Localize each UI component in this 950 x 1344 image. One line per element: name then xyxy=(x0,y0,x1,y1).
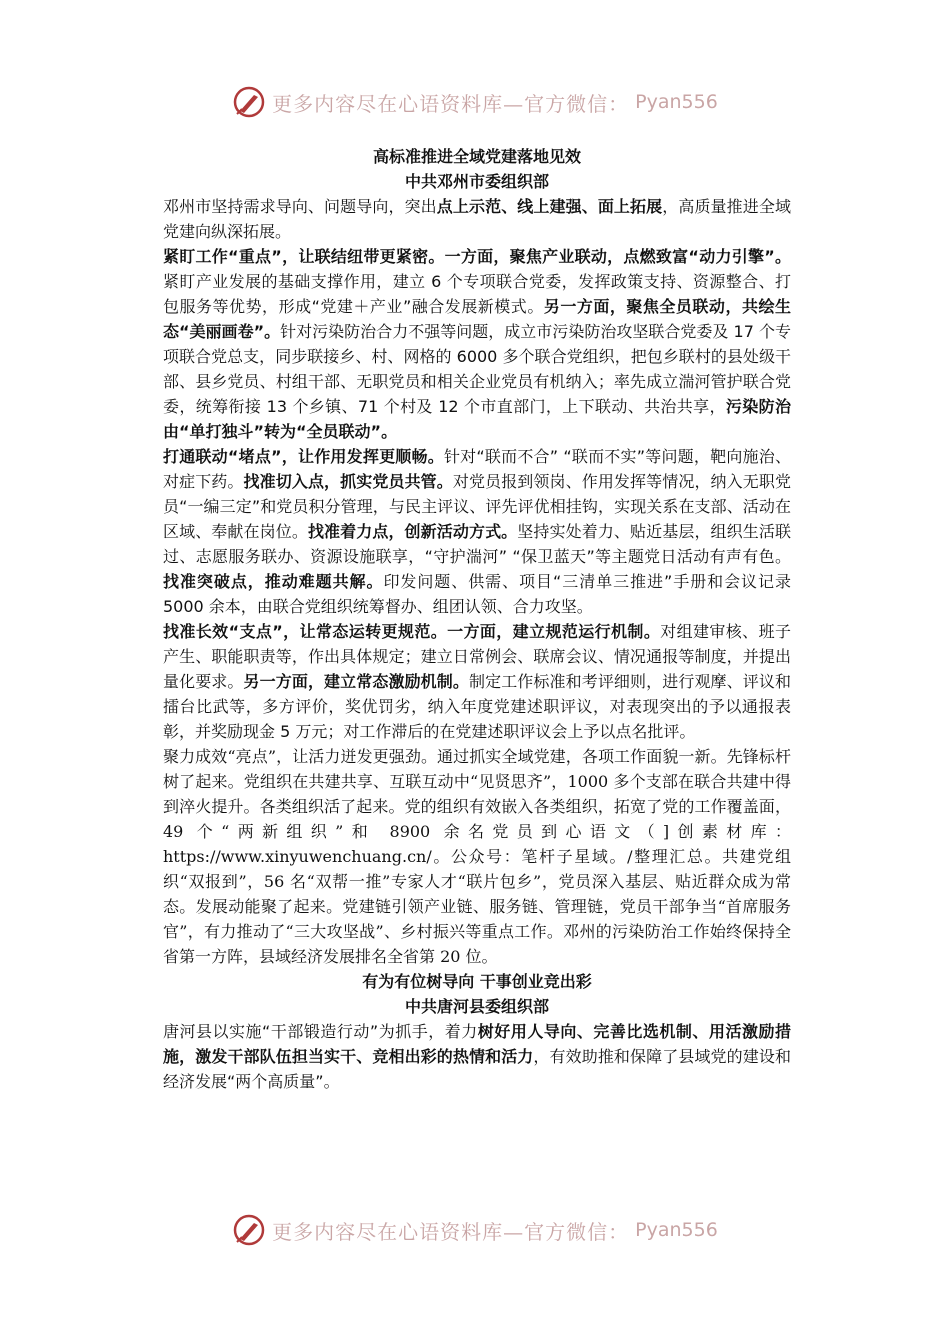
section2-title: 有为有位树导向 干事创业竞出彩 xyxy=(362,972,592,991)
text-run: 对组建审核、班子产生、职能职责等，作出具体规定；建立日常例会、联席会议、情况通报等制度，并提出量化要求。 xyxy=(163,622,791,691)
text-run: 坚持实处着力、贴近基层，组织生活联过、志愿服务联办、资源设施联享，“守护湍河” “保卫蓝天”等主题党日活动有声有色。 xyxy=(163,522,791,566)
bold-run: 找准突破点，推动难题共解。 xyxy=(163,572,384,591)
watermark-id: Pyan556 xyxy=(635,91,718,113)
watermark-text: 更多内容尽在心语资料库—官方微信： xyxy=(272,91,630,116)
section1-paragraph-3 xyxy=(163,619,791,744)
watermark-text: 更多内容尽在心语资料库—官方微信： xyxy=(272,1219,630,1244)
section1-paragraph-2 xyxy=(163,444,791,619)
text-run: 邓州市坚持需求导向、问题导向，突出 xyxy=(163,197,437,216)
text-run: 紧盯产业发展的基础支撑作用，建立 6 个专项联合党委，发挥政策支持、资源整合、打包服务等优势，形成“党建＋产业”融合发展新模式。 xyxy=(163,272,791,316)
bold-run: 污染防治由“单打独斗”转为“全员联动”。 xyxy=(163,397,791,441)
document-body xyxy=(163,144,791,1094)
section2-author: 中共唐河县委组织部 xyxy=(404,997,549,1016)
text-run: 针对“联而不合” “联而不实”等问题，靶向施治、对症下药。 xyxy=(163,447,791,491)
section1-title: 高标准推进全域党建落地见效 xyxy=(372,147,581,166)
bold-run: 另一方面，聚焦全员联动，共绘生态“美丽画卷”。 xyxy=(163,297,791,341)
watermark-banner-bottom xyxy=(0,1210,950,1250)
watermark-id: Pyan556 xyxy=(635,1219,718,1241)
section2-intro xyxy=(163,1019,791,1094)
bold-run: 找准切入点，抓实党员共管。 xyxy=(243,472,453,491)
text-run: ，高质量推进全域党建向纵深拓展。 xyxy=(163,197,791,241)
watermark-banner-top xyxy=(0,82,950,122)
bold-run: 打通联动“堵点”，让作用发挥更顺畅。 xyxy=(163,447,444,466)
text-run: 制定工作标准和考评细则，进行观摩、评议和擂台比武等，多方评价，奖优罚劣，纳入年度党建述职评议，对表现突出的予以通报表彰，并奖励现金 5 万元；对工作滞后的在党建述职评议会上予以点名批评。 xyxy=(163,672,791,741)
text-run: 唐河县以实施“干部锻造行动”为抓手，着力 xyxy=(163,1022,478,1041)
section1-intro xyxy=(163,194,791,244)
pen-logo-icon xyxy=(232,85,266,119)
text-run: 印发问题、供需、项目“三清单三推进”手册和会议记录 5000 余本，由联合党组织统筹督办、组团认领、合力攻坚。 xyxy=(163,572,791,616)
section1-author: 中共邓州市委组织部 xyxy=(404,172,549,191)
bold-run: 树好用人导向、完善比选机制、用活激励措施，激发干部队伍担当实干、竞相出彩的热情和活力 xyxy=(163,1022,791,1066)
bold-run: 另一方面，建立常态激励机制。 xyxy=(243,672,469,691)
section1-paragraph-4: 聚力成效“亮点”，让活力迸发更强劲。通过抓实全域党建，各项工作面貌一新。先锋标杆树了起来。党组织在共建共享、互联互动中“见贤思齐”，1000 多个支部在联合共建中得到淬火提升。各类组织活了起来。党的组织有效嵌入各类组织，拓宽了党的工作覆盖面，49 个“两新组织”和 8900 余名党员到心语文（]创素材库：https://www.xinyuwenchuang.cn/。公众号：笔杆子星域。/整理汇总。共建党组织“双报到”，56 名“双帮一推”专家人才“联片包乡”，党员深入基层、贴近群众成为常态。发展动能聚了起来。党建链引领产业链、服务链、管理链，党员干部争当“首席服务官”，有力推动了“三大攻坚战”、乡村振兴等重点工作。邓州的污染防治工作始终保持全省第一方阵，县域经济发展排名全省第 20 位。 xyxy=(163,747,791,966)
text-run: 对党员报到领岗、作用发挥等情况，纳入无职党员“一编三定”和党员积分管理，与民主评议、评先评优相挂钩，实现关系在支部、活动在区域、奉献在岗位。 xyxy=(163,472,791,541)
bold-run: 紧盯工作“重点”，让联结纽带更紧密。一方面，聚焦产业联动，点燃致富“动力引擎”。 xyxy=(163,247,791,266)
bold-run: 找准着力点，创新活动方式。 xyxy=(307,522,518,541)
text-run: 针对污染防治合力不强等问题，成立市污染防治攻坚联合党委及 17 个专项联合党总支，同步联接乡、村、网格的 6000 多个联合党组织，把包乡联村的县处级干部、县乡党员、村组干部、无职党员和相关企业党员有机纳入；率先成立湍河管护联合党委，统筹衔接 13 个乡镇、71 个村及 12 个市直部门，上下联动、共治共享， xyxy=(163,322,791,416)
bold-run: 找准长效“支点”，让常态运转更规范。一方面，建立规范运行机制。 xyxy=(163,622,661,641)
bold-run: 点上示范、线上建强、面上拓展 xyxy=(436,197,663,216)
pen-logo-icon xyxy=(232,1213,266,1247)
section1-paragraph-1 xyxy=(163,244,791,444)
text-run: ，有效助推和保障了县域党的建设和经济发展“两个高质量”。 xyxy=(163,1047,791,1091)
